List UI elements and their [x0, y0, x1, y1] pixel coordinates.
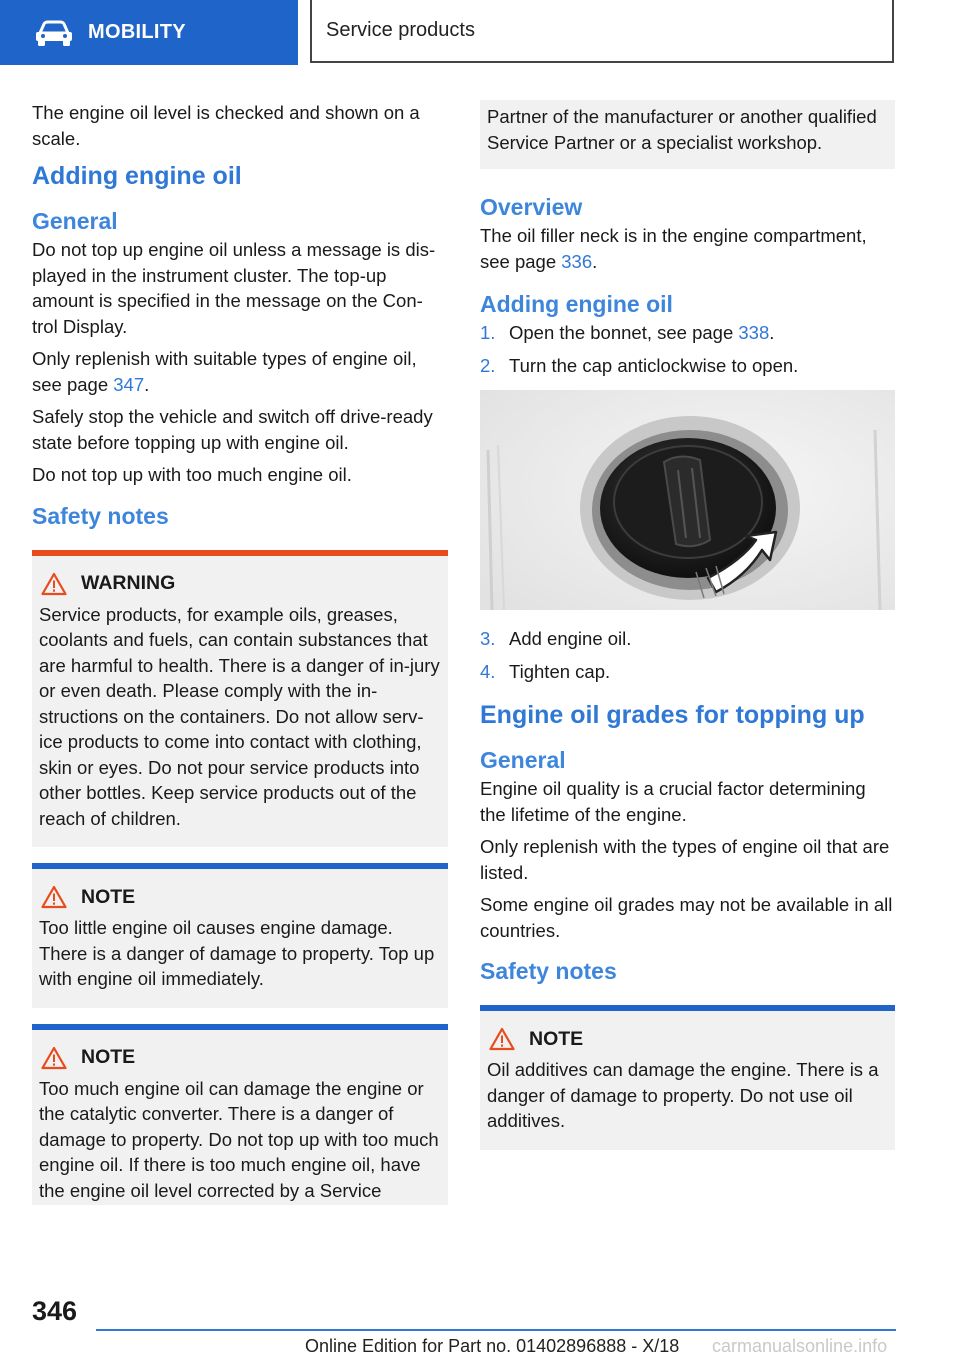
- section-label: MOBILITY: [88, 21, 186, 43]
- list-item: [480, 659, 895, 685]
- warning-triangle-icon: [41, 1046, 67, 1070]
- step-number: 3.: [480, 628, 496, 649]
- general-text-4: Do not top up with too much engine oil.: [32, 464, 352, 485]
- note-3-text: Oil additives can damage the engine. There is a danger of damage to property. Do not use oil additives.: [487, 1059, 879, 1131]
- note-box-3: [480, 1005, 895, 1150]
- note-3-title: NOTE: [529, 1027, 584, 1050]
- heading-general: General: [32, 208, 118, 234]
- list-item: [480, 626, 895, 652]
- car-icon: [34, 19, 74, 47]
- overview-text-end: .: [592, 250, 598, 272]
- page-link-336[interactable]: 336: [561, 250, 593, 272]
- general-text-3: Safely stop the vehicle and switch off drive-ready state before topping up with engine oil.: [32, 406, 433, 453]
- general-text-2-end: .: [144, 373, 150, 395]
- list-item: [480, 353, 895, 379]
- warning-box: [32, 550, 448, 848]
- chapter-header: [310, 0, 894, 63]
- note-2-continuation-text: Partner of the manufacturer or another qualified Service Partner or a specialist workshop.: [487, 106, 877, 153]
- left-column: [32, 100, 448, 1205]
- page-link-338[interactable]: 338: [738, 322, 770, 343]
- steps-list-a: [480, 320, 895, 378]
- heading-safety-notes: Safety notes: [32, 502, 169, 529]
- oil-filler-cap-photo: [480, 390, 895, 610]
- note-2-title-row: [39, 1046, 441, 1070]
- note-1-title-row: [39, 885, 441, 909]
- step-number: 4.: [480, 660, 496, 682]
- warning-text: Service products, for example oils, greases, coolants and fuels, can contain substances that are harmful to health. There is a danger of in‐jury or even death. Please comply with the in‐structions on the containers. Do not allow serv‐ice products to come into contact with clothing, skin or eyes. Do not pour service products into other bottles. Keep service products out of the reach of children.: [39, 603, 440, 829]
- heading-engine-oil-grades: Engine oil grades for topping up: [480, 701, 865, 729]
- heading-overview: Overview: [480, 194, 583, 220]
- step-text: Add engine oil.: [509, 628, 632, 649]
- step-text-body: Open the bonnet, see page: [509, 322, 739, 343]
- step-text: Turn the cap anticlockwise to open.: [509, 354, 799, 376]
- note-2-continuation-box: [480, 100, 895, 169]
- note-1-title: NOTE: [81, 885, 136, 908]
- step-number: 2.: [480, 354, 496, 376]
- note-box-2: [32, 1024, 448, 1206]
- warning-triangle-icon: [41, 885, 67, 909]
- heading-safety-notes-grades: Safety notes: [480, 958, 617, 984]
- note-box-1: [32, 863, 448, 1008]
- right-column: [480, 100, 895, 1166]
- note-3-title-row: [487, 1027, 888, 1051]
- page-link-347[interactable]: 347: [113, 373, 145, 395]
- footer-edition: Online Edition for Part no. 01402896888 - X/18: [305, 1336, 680, 1356]
- overview-text: [480, 223, 895, 274]
- chapter-title: Service products: [326, 19, 475, 41]
- general-text-2-body: Only replenish with suitable types of engine oil, see page: [32, 348, 417, 395]
- grades-text-2: Only replenish with the types of engine oil that are listed.: [480, 836, 890, 883]
- footer-divider: [96, 1329, 896, 1331]
- note-2-title: NOTE: [81, 1046, 136, 1068]
- footer-watermark: carmanualsonline.info: [712, 1336, 888, 1356]
- warning-title: WARNING: [81, 572, 176, 594]
- note-1-text: Too little engine oil causes engine damage. There is a danger of damage to property. Top up with engine oil immediately.: [39, 917, 435, 989]
- step-text: [509, 320, 774, 346]
- intro-text: The engine oil level is checked and shown on a scale.: [32, 102, 420, 149]
- grades-text-3: Some engine oil grades may not be available in all countries.: [480, 894, 893, 941]
- general-text-2: [32, 346, 448, 397]
- section-tab[interactable]: [0, 0, 298, 65]
- warning-triangle-icon: [41, 572, 67, 596]
- step-text-end: .: [769, 322, 775, 343]
- heading-adding-engine-oil-steps: Adding engine oil: [480, 291, 673, 317]
- steps-list-b: [480, 626, 895, 684]
- page-number: 346: [32, 1296, 78, 1326]
- warning-triangle-icon: [489, 1027, 515, 1051]
- grades-text-1: Engine oil quality is a crucial factor determining the lifetime of the engine.: [480, 778, 866, 825]
- note-2-text: Too much engine oil can damage the engine or the catalytic converter. There is a danger of damage to property. Do not top up with too much engine oil. If there is too much engine oil, have the engine oil level corrected by a Service: [39, 1077, 439, 1201]
- step-text: Tighten cap.: [509, 660, 611, 682]
- overview-text-body: The oil filler neck is in the engine compartment, see page: [480, 225, 867, 272]
- heading-adding-engine-oil: Adding engine oil: [32, 162, 242, 190]
- step-number: 1.: [480, 322, 496, 343]
- heading-general-grades: General: [480, 747, 566, 773]
- list-item: [480, 320, 895, 346]
- general-text-1: Do not top up engine oil unless a message is dis‐played in the instrument cluster. The top-up amount is specified in the message on the Con‐trol Display.: [32, 239, 436, 337]
- warning-title-row: [39, 572, 441, 596]
